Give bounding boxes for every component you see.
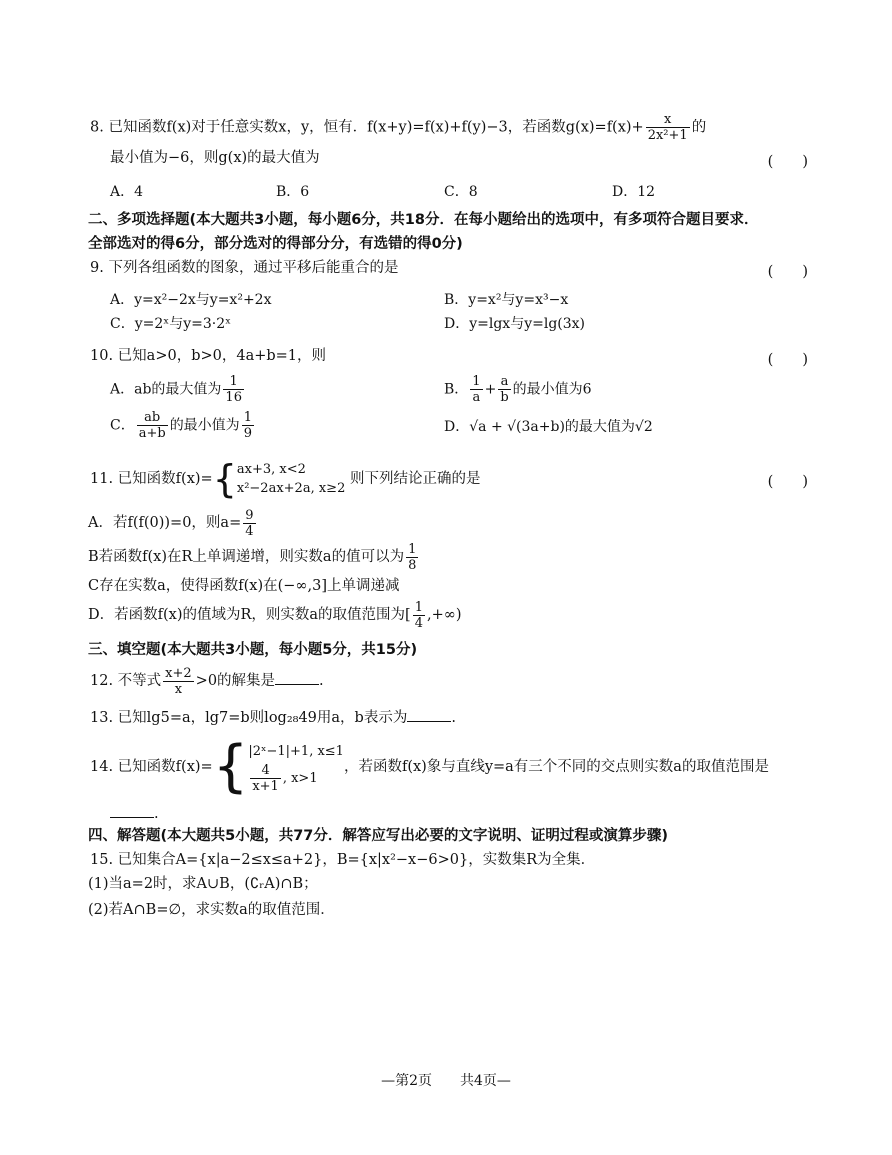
q12: 12. 不等式 $\frac{x+2}{x}$ >0的解集是 .: [90, 665, 324, 697]
q8-option-d: D．12: [612, 184, 656, 200]
q8-line1: 8. 已知函数f(x)对于任意实数x，y，恒有．f(x+y)=f(x)+f(y)−3，若函数g(x)=f(x)+ $\frac{x}{\text{2x²+1}}$ 的: [90, 112, 707, 143]
q9-option-c: C．y=2ˣ与y=3·2ˣ: [110, 316, 232, 332]
q11-piecewise: ax+3, x<2 x²−2ax+2a, x≥2: [236, 462, 346, 496]
q8-line2: 最小值为−6，则g(x)的最大值为: [110, 150, 320, 166]
q10-option-a: A．ab的最大值为 $\frac{1}{16}$: [110, 374, 242, 405]
q11-option-c: C存在实数a，使得函数f(x)在(−∞,3]上单调递减: [88, 578, 400, 594]
q13: 13. 已知lg5=a，lg7=b则log₂₈49用a，b表示为 .: [90, 704, 892, 732]
q8-answer-paren: ( ): [767, 154, 808, 170]
q9-option-a: A．y=x²−2x与y=x²+2x: [110, 292, 272, 308]
q10-option-d: D．√a + √(3a+b)的最大值为√2: [444, 419, 653, 435]
q8-fraction: $\frac{x}{\text{2x²+1}}$: [647, 112, 688, 143]
q15-stem: 15. 已知集合A={x|a−2≤x≤a+2}，B={x|x²−x−6>0}，实数集R为全集．: [90, 852, 596, 868]
q8-option-a: A．4: [110, 184, 144, 200]
q14: 14. 已知函数f(x)={ |2ˣ−1|+1, x≤1 $\frac{4}{x+1}$ , x>1 ，若函数f(x)象与直线y=a有三个不同的交点则实数a的取值范围是: [90, 734, 769, 799]
q11-option-d: D．若函数f(x)的值域为R，则实数a的取值范围为[ $\frac{1}{4}$ ,+∞): [88, 599, 462, 631]
q10-option-b: B． $\frac{1}{a}$ + $\frac{a}{b}$ 的最小值为6: [444, 374, 592, 405]
q14-answer-line: .: [110, 800, 892, 828]
q9-option-d: D．y=lgx与y=lg(3x): [444, 316, 586, 332]
q15-part1: (1)当a=2时，求A∪B，(∁ᵣA)∩B；: [88, 876, 318, 892]
q11-stem: 11. 已知函数f(x)={ ax+3, x<2 x²−2ax+2a, x≥2 则下列结论正确的是: [90, 457, 481, 501]
q11-option-a: A．若f(f(0))=0，则a= $\frac{9}{4}$: [88, 507, 254, 539]
q13-answer-blank: [407, 707, 451, 722]
q8-option-b: B．6: [276, 184, 310, 200]
q11-option-b: B若函数f(x)在R上单调递增，则实数a的值可以为 $\frac{1}{8}$: [88, 541, 417, 573]
q8-option-c: C．8: [444, 184, 478, 200]
q9-stem: 9. 下列各组函数的图象，通过平移后能重合的是: [90, 260, 399, 276]
section-3-heading: 三、填空题(本大题共3小题，每小题5分，共15分): [88, 642, 418, 658]
section-2-heading: 二、多项选择题(本大题共3小题，每小题6分，共18分．在每小题给出的选项中，有多项符合题目要求．: [88, 212, 759, 228]
q14-piecewise: |2ˣ−1|+1, x≤1 $\frac{4}{x+1}$ , x>1: [248, 743, 344, 794]
q10-answer-paren: ( ): [767, 352, 808, 368]
brace-symbol: {: [212, 457, 237, 501]
brace-symbol: {: [212, 734, 249, 799]
q10-stem: 10. 已知a>0，b>0，4a+b=1，则: [90, 348, 327, 364]
q9-answer-paren: ( ): [767, 264, 808, 280]
q14-answer-blank: [110, 803, 154, 818]
q9-option-b: B．y=x²与y=x³−x: [444, 292, 569, 308]
q11-answer-paren: ( ): [767, 474, 808, 490]
q10-option-c: C． $\frac{ab}{a+b}$ 的最小值为 $\frac{1}{9}$: [110, 410, 252, 441]
page-footer: —第2页 共4页—: [381, 1073, 511, 1089]
q12-answer-blank: [275, 670, 319, 685]
q15-part2: (2)若A∩B=∅，求实数a的取值范围．: [88, 902, 335, 918]
section-4-heading: 四、解答题(本大题共5小题，共77分．解答应写出必要的文字说明、证明过程或演算步骤): [88, 828, 669, 844]
section-2-heading-line2: 全部选对的得6分，部分选对的得部分分，有选错的得0分): [88, 236, 463, 252]
